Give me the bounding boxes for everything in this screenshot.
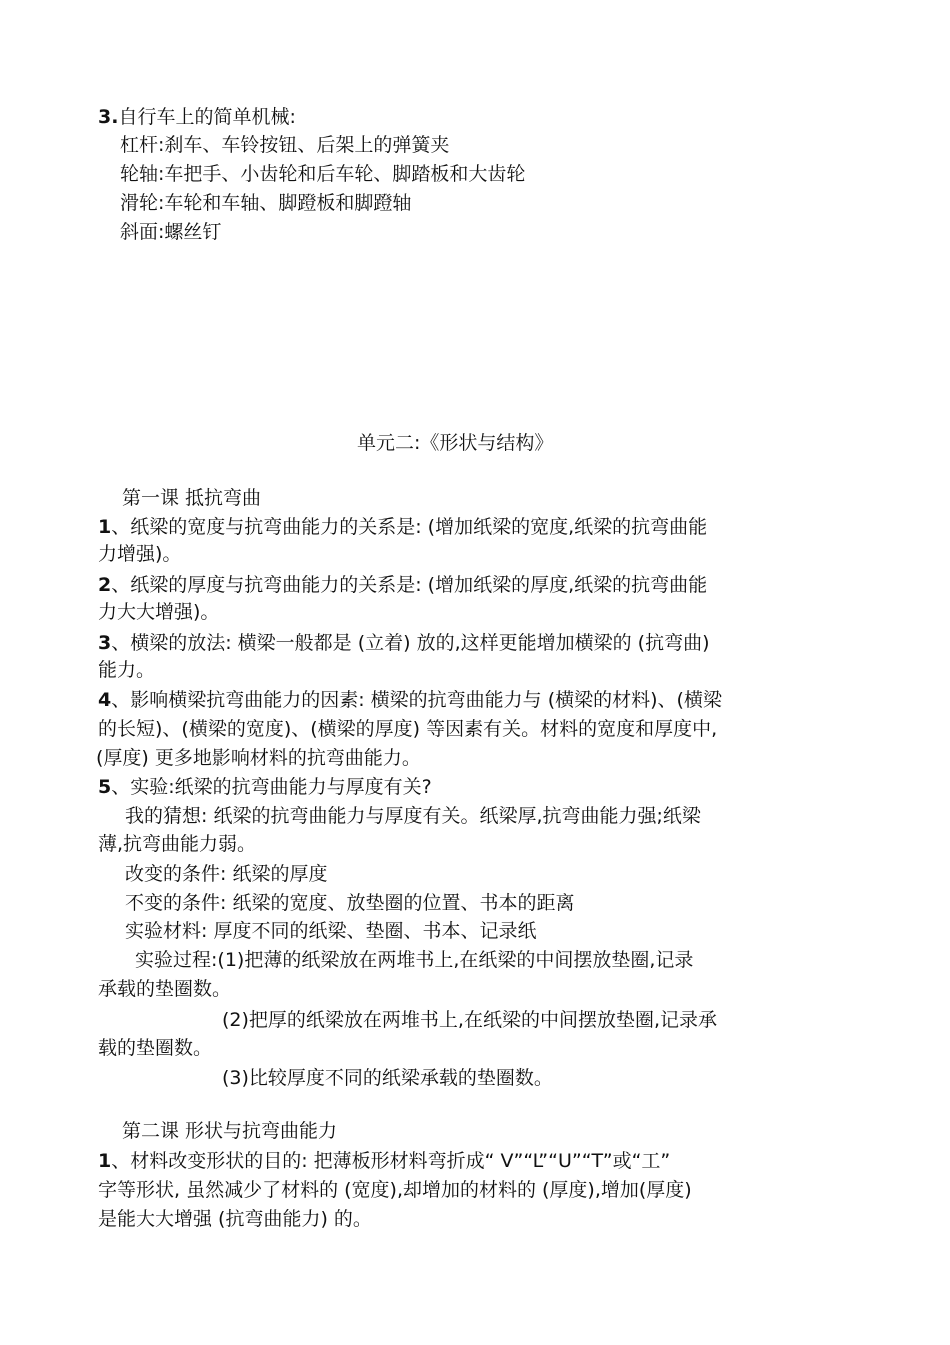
procedure-1-line-1: 实验过程:(1)把薄的纸梁放在两堆书上,在纸梁的中间摆放垫圈,记录 <box>135 949 694 971</box>
section-3-title <box>98 104 296 130</box>
lesson-2-question-1-line-2: 字等形状, 虽然减少了材料的 (宽度),却增加的材料的 (厚度),增加(厚度) <box>98 1179 692 1201</box>
question-4-line-3: (厚度) 更多地影响材料的抗弯曲能力。 <box>96 747 421 769</box>
question-3-line-2: 能力。 <box>98 659 156 681</box>
section-number: 3. <box>98 106 119 128</box>
unit-heading: 单元二:《形状与结构》 <box>357 432 554 454</box>
question-text: 、纸梁的厚度与抗弯曲能力的关系是: (增加纸梁的厚度,纸梁的抗弯曲能 <box>111 574 708 596</box>
question-text: 、纸梁的宽度与抗弯曲能力的关系是: (增加纸梁的宽度,纸梁的抗弯曲能 <box>111 516 708 538</box>
lever-line: 杠杆:刹车、车铃按钮、后架上的弹簧夹 <box>120 134 450 156</box>
question-1-line-2: 力增强)。 <box>98 543 182 565</box>
guess-line-2: 薄,抗弯曲能力弱。 <box>98 833 257 855</box>
procedure-2-line-1: (2)把厚的纸梁放在两堆书上,在纸梁的中间摆放垫圈,记录承 <box>222 1009 717 1031</box>
guess-line-1: 我的猜想: 纸梁的抗弯曲能力与厚度有关。纸梁厚,抗弯曲能力强;纸梁 <box>125 805 701 827</box>
procedure-3: (3)比较厚度不同的纸梁承载的垫圈数。 <box>222 1067 553 1089</box>
question-5-line-1 <box>98 774 432 800</box>
procedure-1-line-2: 承载的垫圈数。 <box>98 978 232 1000</box>
question-number: 2 <box>98 574 112 596</box>
experiment-materials: 实验材料: 厚度不同的纸梁、垫圈、书本、记录纸 <box>125 920 537 942</box>
question-4-line-1 <box>98 687 722 713</box>
question-text: 、影响横梁抗弯曲能力的因素: 横梁的抗弯曲能力与 (横梁的材料)、(横梁 <box>111 689 722 711</box>
question-number: 4 <box>98 689 112 711</box>
question-3-line-1 <box>98 630 710 656</box>
lesson-2-title: 第二课 形状与抗弯曲能力 <box>122 1120 338 1142</box>
incline-line: 斜面:螺丝钉 <box>120 221 222 243</box>
question-2-line-1 <box>98 572 707 598</box>
section-title-text: 自行车上的简单机械: <box>118 106 296 128</box>
question-text: 、实验:纸梁的抗弯曲能力与厚度有关? <box>111 776 432 798</box>
question-number: 5 <box>98 776 112 798</box>
procedure-2-line-2: 载的垫圈数。 <box>98 1037 213 1059</box>
question-1-line-1 <box>98 514 707 540</box>
question-2-line-2: 力大大增强)。 <box>98 601 220 623</box>
changed-condition: 改变的条件: 纸梁的厚度 <box>125 863 328 885</box>
wheel-axle-line: 轮轴:车把手、小齿轮和后车轮、脚踏板和大齿轮 <box>120 163 526 185</box>
lesson-2-question-1-line-3: 是能大大增强 (抗弯曲能力) 的。 <box>98 1208 372 1230</box>
unchanged-conditions: 不变的条件: 纸梁的宽度、放垫圈的位置、书本的距离 <box>125 892 575 914</box>
question-4-line-2: 的长短)、(横梁的宽度)、(横梁的厚度) 等因素有关。材料的宽度和厚度中, <box>98 718 718 740</box>
lesson-1-title: 第一课 抵抗弯曲 <box>122 487 262 509</box>
question-text: 、横梁的放法: 横梁一般都是 (立着) 放的,这样更能增加横梁的 (抗弯曲) <box>111 632 710 654</box>
question-number: 3 <box>98 632 112 654</box>
pulley-line: 滑轮:车轮和车轴、脚蹬板和脚蹬轴 <box>120 192 412 214</box>
lesson-2-question-1-line-1 <box>98 1148 670 1174</box>
question-number: 1 <box>98 1150 112 1172</box>
question-text: 、材料改变形状的目的: 把薄板形材料弯折成“ V”“L”“U”“T”或“工” <box>111 1150 671 1172</box>
question-number: 1 <box>98 516 112 538</box>
